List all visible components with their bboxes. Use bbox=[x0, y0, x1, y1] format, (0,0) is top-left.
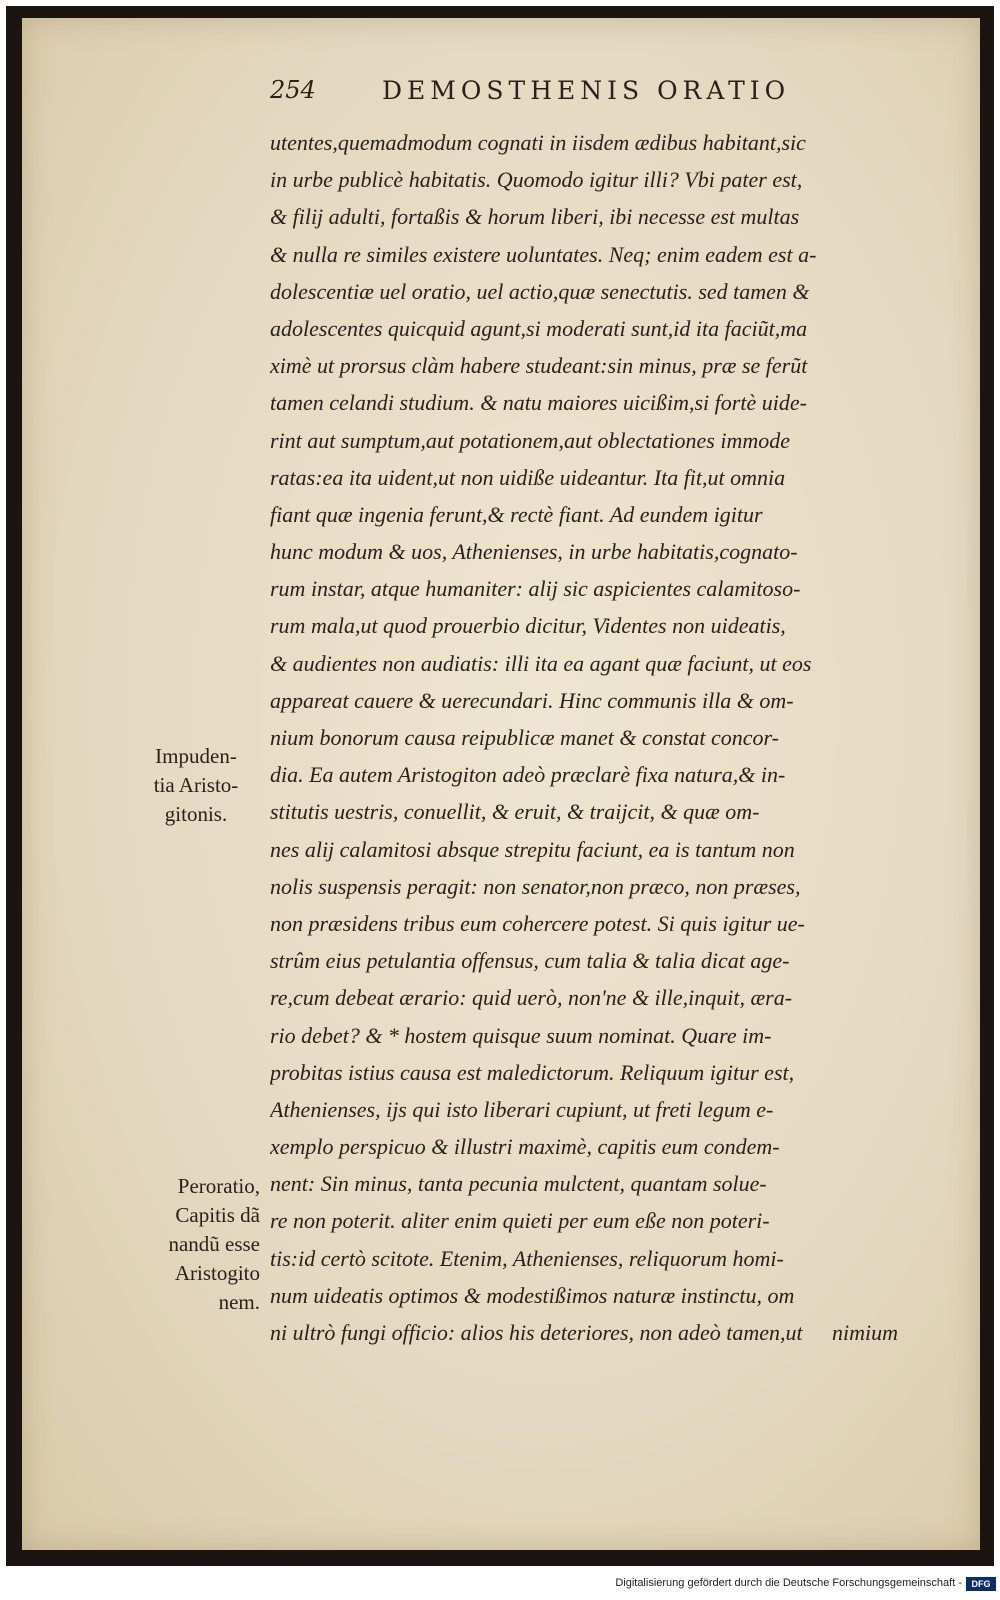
text-line: re non poterit. aliter enim quieti per eum eße non poteri- bbox=[270, 1208, 770, 1234]
text-line: rum mala,ut quod prouerbio dicitur, Videntes non uideatis, bbox=[270, 613, 786, 639]
marginal-note-peroratio bbox=[122, 1172, 260, 1317]
page-header bbox=[270, 76, 860, 116]
text-line: Athenienses, ijs qui isto liberari cupiunt, ut freti legum e- bbox=[270, 1096, 774, 1122]
marginal-note-line: Impuden- bbox=[155, 744, 237, 768]
marginal-note-line: nem. bbox=[218, 1290, 260, 1314]
text-line: nium bonorum causa reipublicæ manet & constat concor- bbox=[270, 725, 779, 750]
running-title: DEMOSTHENIS ORATIO bbox=[382, 76, 791, 105]
text-line: dolescentiæ uel oratio, uel actio,quæ senectutis. sed tamen & bbox=[270, 278, 810, 304]
page-number: 254 bbox=[270, 76, 316, 104]
text-line: xemplo perspicuo & illustri maximè, capitis eum condem- bbox=[270, 1134, 780, 1160]
text-line: adolescentes quicquid agunt,si moderati sunt,id ita faciũt,ma bbox=[270, 315, 808, 341]
digitization-footer bbox=[0, 1574, 1000, 1596]
marginal-note-line: gitonis. bbox=[164, 802, 228, 826]
text-line: re,cum debeat ærario: quid uerò, non'ne & ille,inquit, æra- bbox=[270, 985, 793, 1011]
marginal-note-line: Peroratio, bbox=[177, 1174, 260, 1198]
marginal-note-line: nandũ esse bbox=[168, 1232, 260, 1256]
text-line: hunc modum & uos, Athenienses, in urbe habitatis,cognato- bbox=[270, 539, 798, 565]
marginal-note-line: tia Aristo- bbox=[153, 773, 239, 797]
text-line: strûm eius petulantia offensus, cum talia & talia dicat age- bbox=[270, 948, 790, 974]
text-line: rint aut sumptum,aut potationem,aut oblectationes immode bbox=[270, 427, 791, 453]
text-line: ni ultrò fungi officio: alios his deteriores, non adeò tamen,ut bbox=[270, 1320, 803, 1345]
text-line: & filij adulti, fortaßis & horum liberi, ibi necesse est multas bbox=[270, 204, 800, 230]
text-line: & nulla re similes existere uoluntates. Neq; enim eadem est a- bbox=[270, 241, 817, 267]
marginal-note-impudentia bbox=[132, 742, 260, 829]
text-line: non præsidens tribus eum cohercere potest. Si quis igitur ue- bbox=[270, 910, 805, 936]
body-text bbox=[270, 124, 942, 1351]
text-line: rum instar, atque humaniter: alij sic aspicientes calamitoso- bbox=[270, 576, 801, 602]
text-line: ximè ut prorsus clàm habere studeant:sin minus, præ se ferũt bbox=[270, 353, 808, 379]
text-line: tis:id certò scitote. Etenim, Athenienses, reliquorum homi- bbox=[270, 1245, 784, 1271]
text-line: num uideatis optimos & modestißimos naturæ instinctu, om bbox=[270, 1282, 795, 1308]
text-line: tamen celandi studium. & natu maiores uicißim,si fortè uide- bbox=[270, 390, 807, 416]
text-line: ratas:ea ita uident,ut non uidiße uideantur. Ita fit,ut omnia bbox=[270, 464, 786, 490]
catchword: nimium bbox=[832, 1320, 898, 1345]
text-line: in urbe publicè habitatis. Quomodo igitur illi? Vbi pater est, bbox=[270, 167, 803, 193]
book-page bbox=[22, 18, 980, 1550]
text-line: nes alij calamitosi absque strepitu faciunt, ea is tantum non bbox=[270, 836, 795, 862]
text-line: nent: Sin minus, tanta pecunia mulctent, quantam solue- bbox=[270, 1171, 767, 1197]
funding-credit: Digitalisierung gefördert durch die Deutsche Forschungsgemeinschaft - bbox=[615, 1577, 962, 1589]
text-line: & audientes non audiatis: illi ita ea agant quæ faciunt, ut eos bbox=[270, 650, 812, 676]
text-line: dia. Ea autem Aristogiton adeò præclarè fixa natura,& in- bbox=[270, 762, 786, 788]
marginal-note-line: Aristogito bbox=[174, 1261, 260, 1285]
text-line: stitutis uestris, conuellit, & eruit, & traijcit, & quæ om- bbox=[270, 799, 760, 825]
dfg-logo: DFG bbox=[966, 1577, 996, 1591]
text-line: rio debet? & * hostem quisque suum nominat. Quare im- bbox=[270, 1022, 772, 1048]
text-line: fiant quæ ingenia ferunt,& rectè fiant. Ad eundem igitur bbox=[270, 501, 763, 527]
marginal-note-line: Capitis dã bbox=[175, 1203, 260, 1227]
book-frame bbox=[6, 6, 994, 1566]
text-line: appareat cauere & uerecundari. Hinc communis illa & om- bbox=[270, 687, 794, 713]
text-line: utentes,quemadmodum cognati in iisdem ædibus habitant,sic bbox=[270, 130, 806, 155]
text-line: probitas istius causa est maledictorum. Reliquum igitur est, bbox=[270, 1059, 795, 1085]
text-line: nolis suspensis peragit: non senator,non præco, non præses, bbox=[270, 873, 801, 899]
